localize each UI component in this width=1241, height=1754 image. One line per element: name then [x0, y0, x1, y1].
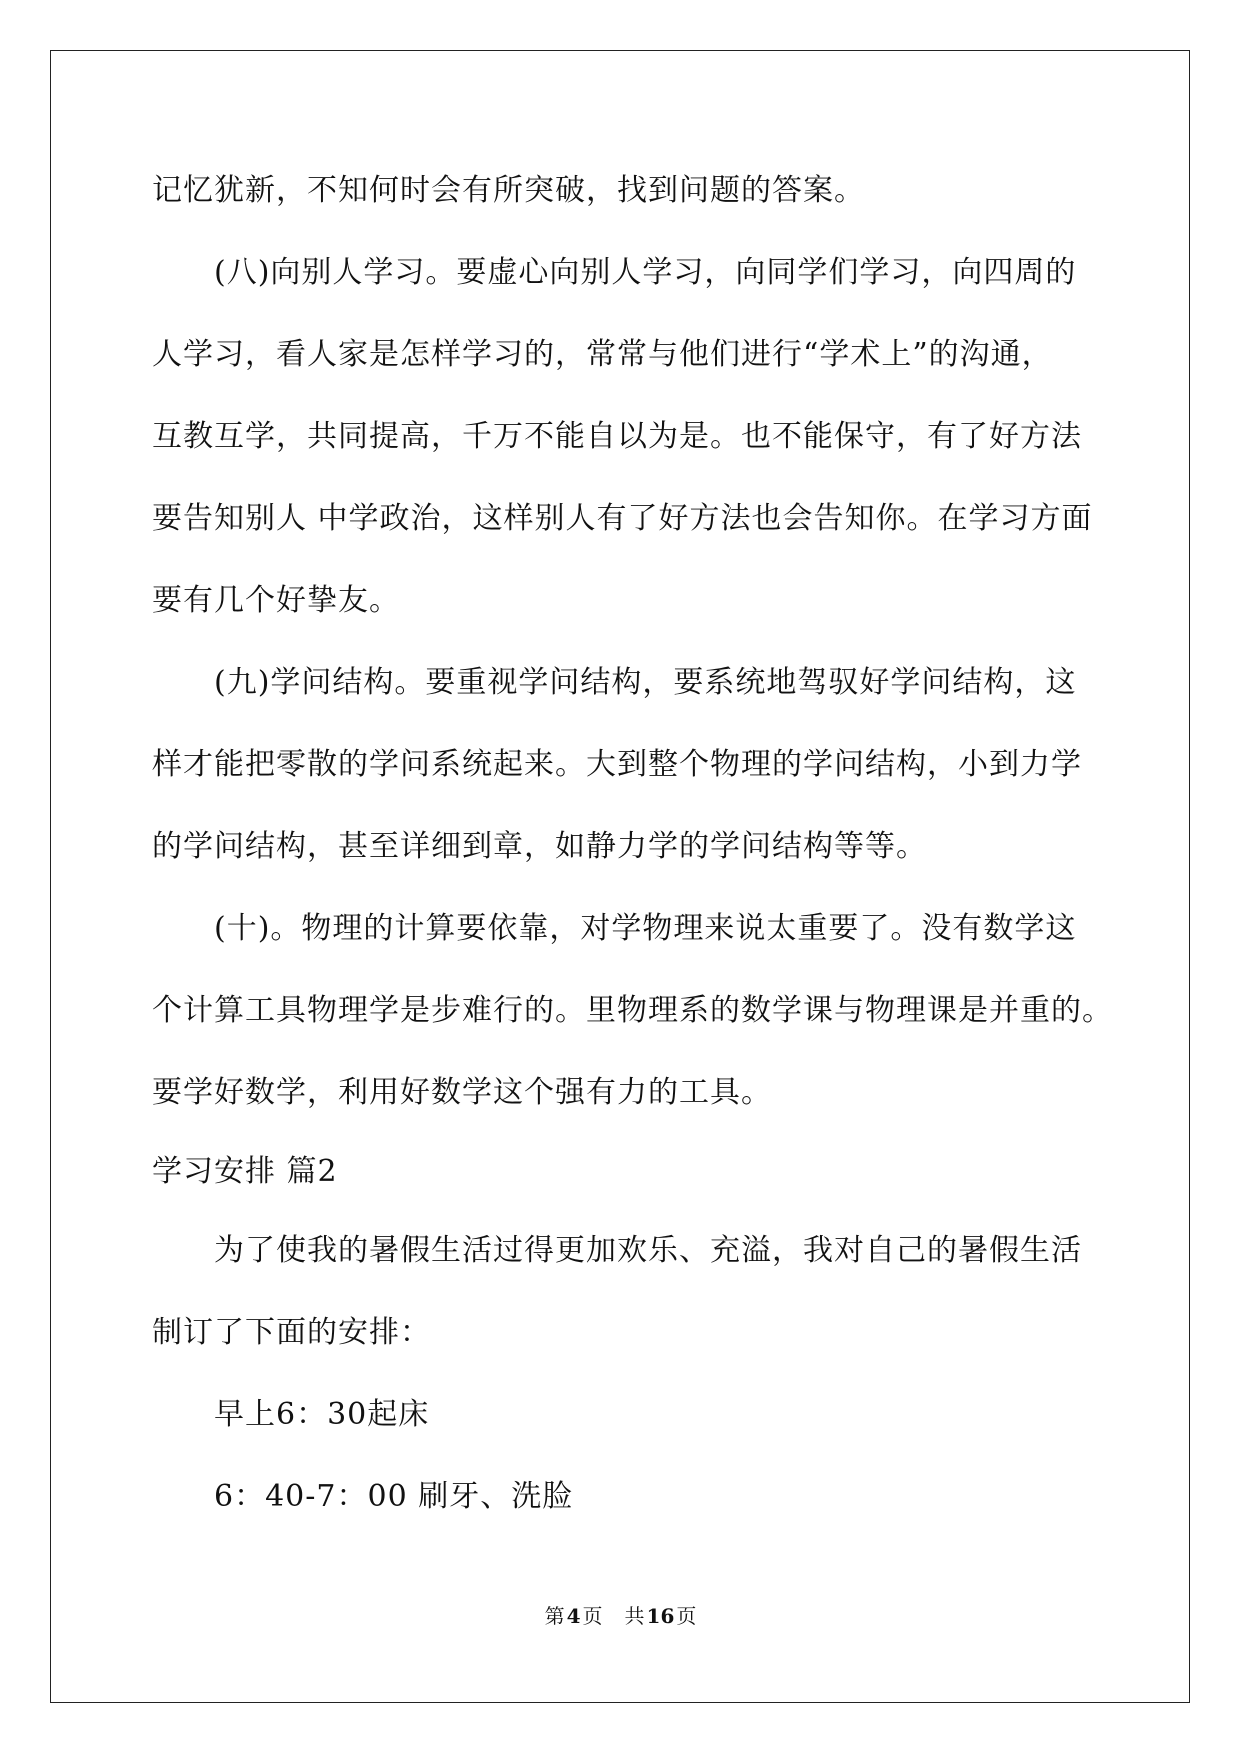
- page-number: 4: [566, 1604, 581, 1628]
- text-line: 互教互学，共同提高，千万不能自以为是。也不能保守，有了好方法: [152, 419, 1082, 454]
- text-line: 的学问结构，甚至详细到章，如静力学的学问结构等等。: [152, 829, 927, 864]
- text-line: 个计算工具物理学是步难行的。里物理系的数学课与物理课是并重的。: [152, 993, 1113, 1028]
- text-line: 早上6：30起床: [214, 1397, 430, 1432]
- text-line: 要学好数学，利用好数学这个强有力的工具。: [152, 1075, 772, 1110]
- text-line: 为了使我的暑假生活过得更加欢乐、充溢，我对自己的暑假生活: [214, 1233, 1082, 1268]
- text-line: 6：40-7：00 刷牙、洗脸: [214, 1479, 574, 1514]
- page-footer: [0, 1600, 1241, 1629]
- text-line: 制订了下面的安排：: [152, 1315, 431, 1350]
- text-line: (八)向别人学习。要虚心向别人学习，向同学们学习，向四周的: [214, 255, 1077, 290]
- text-line: 要有几个好挚友。: [152, 583, 400, 618]
- section-heading: 学习安排 篇2: [152, 1154, 338, 1189]
- text-line: 记忆犹新，不知何时会有所突破，找到问题的答案。: [152, 173, 865, 208]
- text-line: 要告知别人 中学政治，这样别人有了好方法也会告知你。在学习方面: [152, 501, 1093, 536]
- total-pages: 16: [646, 1604, 675, 1628]
- text-line: 样才能把零散的学问系统起来。大到整个物理的学问结构，小到力学: [152, 747, 1082, 782]
- text-line: (十)。物理的计算要依靠，对学物理来说太重要了。没有数学这: [214, 911, 1077, 946]
- footer-page-suffix: 页: [582, 1604, 603, 1628]
- footer-total-prefix: 共: [624, 1604, 645, 1628]
- text-line: (九)学问结构。要重视学问结构，要系统地驾驭好学问结构，这: [214, 665, 1077, 700]
- footer-total-suffix: 页: [676, 1604, 697, 1628]
- footer-prefix: 第: [544, 1604, 565, 1628]
- document-body: [152, 150, 1113, 1538]
- text-line: 人学习，看人家是怎样学习的，常常与他们进行“学术上”的沟通，: [152, 337, 1053, 372]
